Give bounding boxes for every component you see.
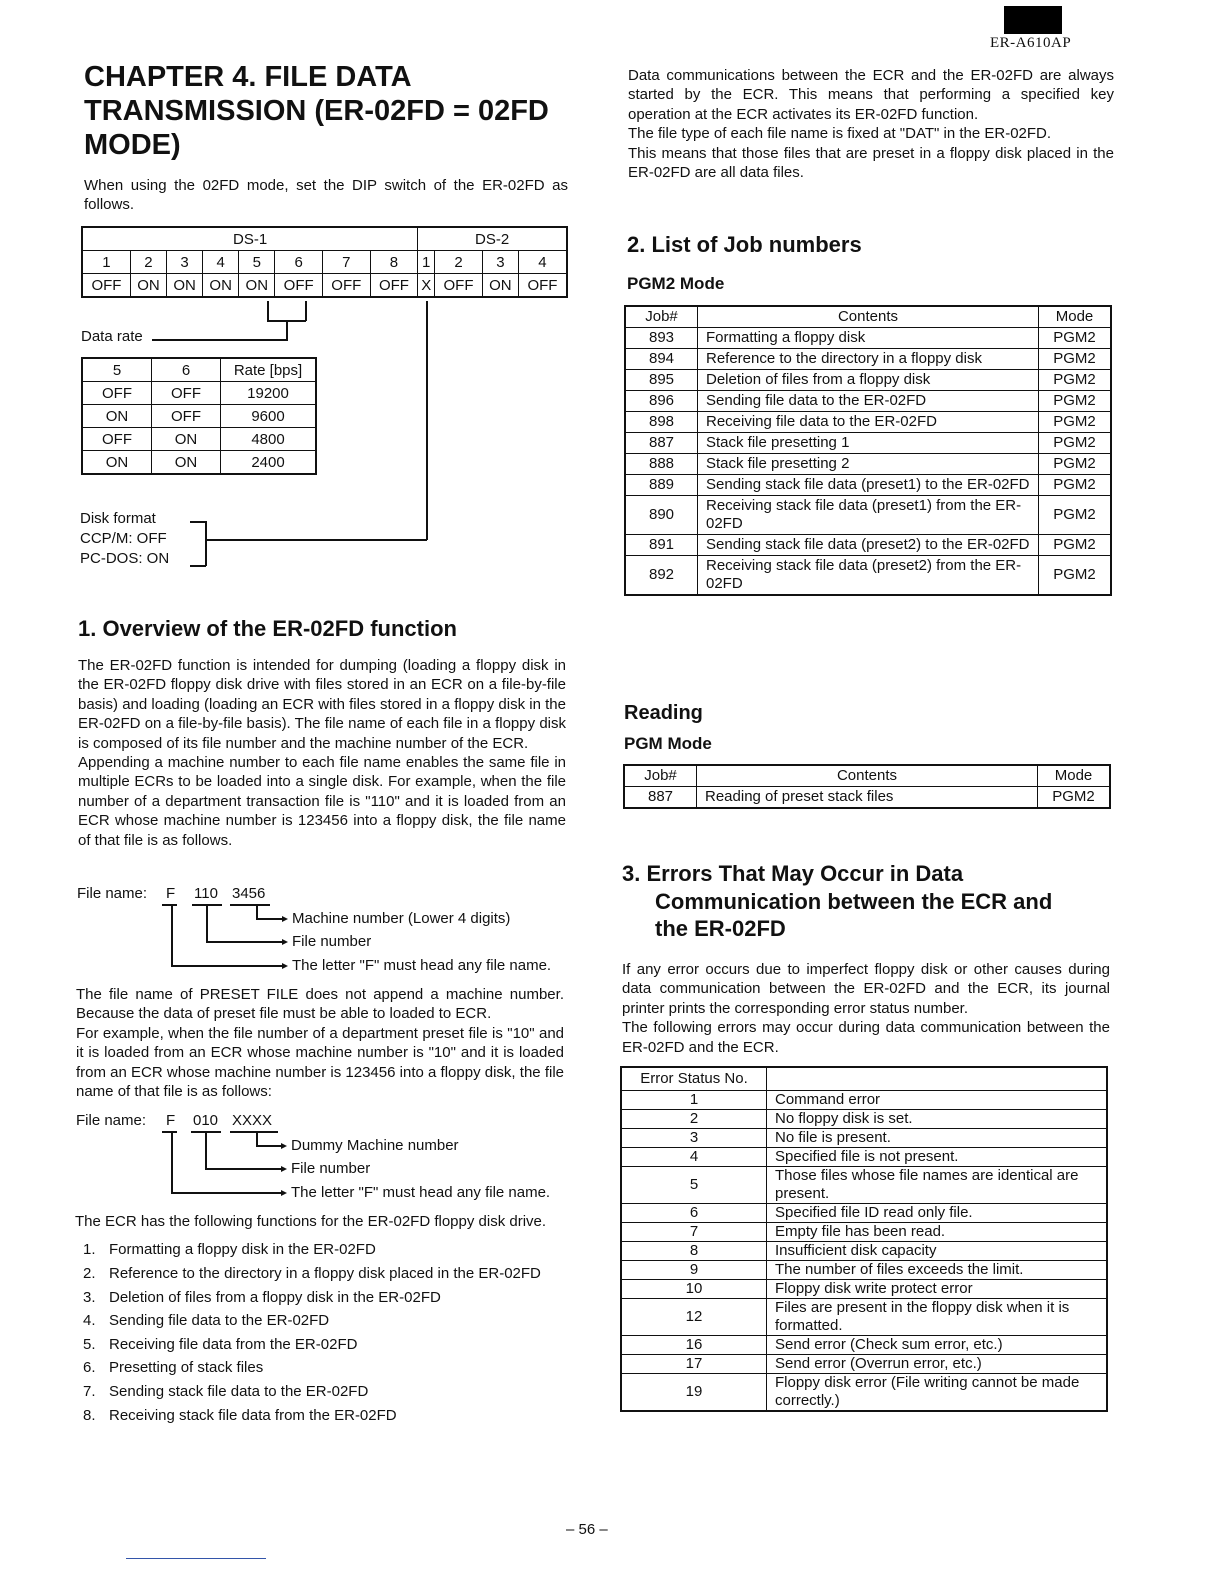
connector-line (171, 1192, 284, 1194)
table-row: 888 Stack file presetting 2 PGM2 (625, 454, 1111, 475)
connector-line (205, 1132, 207, 1169)
underline (230, 1131, 278, 1133)
underline (162, 1131, 177, 1133)
dip-cell: OFF (275, 274, 323, 298)
annotation-file-number: File number (281, 1160, 370, 1177)
rate-row (82, 405, 316, 428)
rate-cell: OFF (152, 382, 221, 405)
data-rate-table (81, 357, 317, 475)
header-cell (767, 1067, 1108, 1091)
chapter-title-line3: MODE) (84, 129, 181, 161)
table-row: 887 Stack file presetting 1 PGM2 (625, 433, 1111, 454)
annotation-machine-number: Machine number (Lower 4 digits) (282, 910, 510, 927)
dip-cell: 5 (239, 251, 275, 274)
table-row: 10 Floppy disk write protect error (621, 1280, 1107, 1299)
dip-cell: OFF (370, 274, 418, 298)
connector-line (205, 539, 427, 541)
pgm-mode-title: PGM Mode (624, 734, 712, 753)
connector-line (267, 301, 269, 321)
underline (162, 904, 177, 906)
disk-format-label: Disk format (80, 510, 156, 527)
dip-cell: ON (239, 274, 275, 298)
header-cell: Error Status No. (621, 1067, 767, 1091)
connector-line (256, 1145, 284, 1147)
dip-cell: X (418, 274, 435, 298)
functions-list (75, 1240, 563, 1424)
table-row: 16 Send error (Check sum error, etc.) (621, 1336, 1107, 1355)
overview-title: 1. Overview of the ER-02FD function (78, 616, 457, 641)
errors-paragraph-2: The following errors may occur during data communication between the ER-02FD and the ECR. (622, 1019, 1110, 1056)
disk-format-pcdos: PC-DOS: ON (80, 550, 170, 567)
right-paragraph-1: Data communications between the ECR and the ER-02FD are always started by the ECR. This means that performing a specified key operation at the ECR activates its ER-02FD function. (628, 67, 1114, 123)
disk-format-ccpm: CCP/M: OFF (80, 530, 167, 547)
table-row: 898 Receiving file data to the ER-02FD PGM2 (625, 412, 1111, 433)
errors-title (622, 860, 1052, 943)
dip-cell: OFF (435, 274, 483, 298)
overview-paragraph-2: Appending a machine number to each file name enables the same file in multiple ECRs to be loaded into a single disk. For example, when the file number of a department transaction file is "110" and it is loaded from an ECR whose machine number is 123456 into a floppy disk, the file name of that file is as follows. (78, 754, 566, 849)
connector-line (190, 565, 206, 567)
data-rate-label: Data rate (81, 328, 143, 345)
model-number: ER-A610AP (990, 35, 1072, 51)
dip-cell: 3 (482, 251, 518, 274)
table-row: 890 Receiving stack file data (preset1) from the ER-02FD PGM2 (625, 496, 1111, 535)
table-row: 891 Sending stack file data (preset2) to the ER-02FD PGM2 (625, 535, 1111, 556)
rate-header: 6 (152, 358, 221, 382)
header-black-box (1004, 6, 1062, 34)
rate-header: Rate [bps] (221, 358, 317, 382)
list-item: 1. Formatting a floppy disk in the ER-02FD (83, 1241, 376, 1259)
rate-cell: 9600 (221, 405, 317, 428)
functions-section (75, 1212, 563, 1429)
rate-row (82, 451, 316, 475)
rate-cell: OFF (82, 428, 152, 451)
header-cell: Mode (1039, 306, 1112, 328)
table-row: 896 Sending file data to the ER-02FD PGM2 (625, 391, 1111, 412)
error-status-table (620, 1066, 1108, 1412)
chapter-title (84, 60, 568, 162)
chapter-title-line2: TRANSMISSION (ER-02FD = 02FD (84, 95, 549, 127)
dip-switch-table (81, 226, 568, 298)
reading-title: Reading (624, 702, 703, 724)
overview-paragraph-3: The file name of PRESET FILE does not append a machine number. Because the data of preset file must be able to loaded to ECR. (76, 986, 564, 1023)
connector-line (171, 965, 284, 967)
file-name-machine: XXXX (232, 1112, 273, 1129)
reading-table (623, 764, 1111, 809)
annotation-file-number: File number (282, 933, 371, 950)
connector-line (286, 320, 288, 340)
jobs-title: 2. List of Job numbers (627, 232, 862, 257)
dip-cell: OFF (518, 274, 567, 298)
right-paragraph-3: This means that those files that are preset in a floppy disk placed in the ER-02FD are all data files. (628, 144, 1114, 182)
rate-cell: OFF (82, 382, 152, 405)
dip-ds1-header: DS-1 (82, 227, 418, 251)
connector-line (256, 1132, 258, 1146)
pgm2-mode-title: PGM2 Mode (627, 274, 725, 293)
connector-line (206, 941, 284, 943)
dip-cell: ON (130, 274, 166, 298)
file-name-machine: 3456 (232, 885, 266, 902)
left-column (76, 60, 568, 215)
list-item: 2. Reference to the directory in a floppy disk placed in the ER-02FD (83, 1265, 541, 1282)
dip-cell: 7 (322, 251, 370, 274)
connector-line (152, 339, 288, 341)
annotation-letter-f: The letter "F" must head any file name. (281, 1184, 550, 1201)
table-row: 1 Command error (621, 1091, 1107, 1110)
list-item: 8. Receiving stack file data from the ER-02FD (83, 1406, 397, 1424)
file-name-letter: F (166, 885, 176, 902)
dip-cell: 8 (370, 251, 418, 274)
dip-cell: 2 (130, 251, 166, 274)
rate-cell: OFF (152, 405, 221, 428)
table-row: 8 Insufficient disk capacity (621, 1242, 1107, 1261)
dip-cell: OFF (322, 274, 370, 298)
connector-line (205, 1168, 284, 1170)
table-row: 892 Receiving stack file data (preset2) from the ER-02FD PGM2 (625, 556, 1111, 596)
rate-cell: ON (82, 405, 152, 428)
table-row: 894 Reference to the directory in a floppy disk PGM2 (625, 349, 1111, 370)
rate-row (82, 382, 316, 405)
connector-line (305, 301, 307, 321)
dip-cell: 4 (203, 251, 239, 274)
list-item: 3. Deletion of files from a floppy disk in the ER-02FD (83, 1288, 441, 1306)
dip-cell: 4 (518, 251, 567, 274)
header-cell: Job# (625, 306, 698, 328)
list-item: 7. Sending stack file data to the ER-02FD (83, 1382, 369, 1400)
file-name-number: 010 (193, 1112, 219, 1129)
job-table (624, 305, 1112, 596)
header-cell: Job# (624, 765, 697, 787)
footer-line (126, 1558, 266, 1559)
table-row: 7 Empty file has been read. (621, 1223, 1107, 1242)
dip-cell: ON (167, 274, 203, 298)
overview-paragraph-5: The ECR has the following functions for the ER-02FD floppy disk drive. (75, 1213, 547, 1230)
dip-cell: 6 (275, 251, 323, 274)
dip-cell: 1 (418, 251, 435, 274)
table-row: 9 The number of files exceeds the limit. (621, 1261, 1107, 1280)
errors-intro (622, 960, 1110, 1057)
connector-line (171, 905, 173, 966)
table-row: 4 Specified file is not present. (621, 1148, 1107, 1167)
file-name-label: File name: (77, 885, 148, 902)
table-row: 3 No file is present. (621, 1129, 1107, 1148)
annotation-letter-f: The letter "F" must head any file name. (282, 957, 551, 974)
table-row: 19 Floppy disk error (File writing cannot be made correctly.) (621, 1374, 1107, 1412)
table-row: 5 Those files whose file names are identical are present. (621, 1167, 1107, 1204)
errors-title-line1: 3. Errors That May Occur in Data (622, 861, 964, 886)
table-row: 17 Send error (Overrun error, etc.) (621, 1355, 1107, 1374)
rate-header: 5 (82, 358, 152, 382)
page-number: – 56 – (566, 1521, 608, 1538)
connector-line (171, 1132, 173, 1193)
header-cell: Mode (1038, 765, 1111, 787)
dip-value-row (82, 274, 567, 298)
underline (230, 904, 270, 906)
connector-line (205, 521, 207, 566)
errors-title-line3: the ER-02FD (655, 916, 786, 941)
list-item: 4. Sending file data to the ER-02FD (83, 1312, 330, 1330)
overview-paragraph-1: The ER-02FD function is intended for dumping (loading a floppy disk in the ER-02FD floppy disk drive with files stored in an ECR on a file-by-file basis) and loading (loading an ECR with files stored in a floppy disk in the ER-02FD on a file-by-file basis). The file name of each file in a floppy disk is composed of its file number and the machine number of the ECR. (78, 657, 566, 752)
table-row: 2 No floppy disk is set. (621, 1110, 1107, 1129)
connector-line (426, 301, 428, 540)
table-header-row (621, 1067, 1107, 1091)
file-name-number: 110 (194, 885, 218, 902)
errors-paragraph-1: If any error occurs due to imperfect floppy disk or other causes during data communication between the ER-02FD and the ECR, its journal printer prints the corresponding error status number. (622, 961, 1110, 1017)
annotation-dummy-machine: Dummy Machine number (281, 1137, 459, 1154)
overview-section (78, 616, 566, 850)
table-header-row (624, 765, 1110, 787)
rate-row (82, 428, 316, 451)
table-row: 895 Deletion of files from a floppy disk PGM2 (625, 370, 1111, 391)
right-paragraph-2: The file type of each file name is fixed at "DAT" in the ER-02FD. (628, 125, 1052, 143)
dip-cell: 3 (167, 251, 203, 274)
list-item: 5. Receiving file data from the ER-02FD (83, 1335, 358, 1353)
overview-paragraph-4: For example, when the file number of a department preset file is "10" and it is loaded from an ECR whose machine number is "10" and it is loaded from an ECR whose machine number is 123456 into a floppy disk, the file name of that file is as follows: (76, 1024, 564, 1101)
table-row: 6 Specified file ID read only file. (621, 1204, 1107, 1223)
dip-cell: ON (203, 274, 239, 298)
connector-line (256, 905, 258, 919)
rate-cell: ON (82, 451, 152, 475)
rate-cell: ON (152, 428, 221, 451)
dip-cell: 2 (435, 251, 483, 274)
preset-file-text (76, 985, 564, 1101)
table-header-row (625, 306, 1111, 328)
table-row: 893 Formatting a floppy disk PGM2 (625, 328, 1111, 349)
table-row: 889 Sending stack file data (preset1) to the ER-02FD PGM2 (625, 475, 1111, 496)
chapter-intro: When using the 02FD mode, set the DIP switch of the ER-02FD as follows. (84, 177, 568, 214)
table-row: 12 Files are present in the floppy disk when it is formatted. (621, 1299, 1107, 1336)
header-cell: Contents (698, 306, 1039, 328)
rate-cell: ON (152, 451, 221, 475)
rate-cell: 4800 (221, 428, 317, 451)
dip-cell: ON (482, 274, 518, 298)
connector-line (256, 918, 284, 920)
connector-line (190, 521, 206, 523)
connector-line (206, 905, 208, 942)
dip-ds2-header: DS-2 (418, 227, 567, 251)
chapter-title-line1: CHAPTER 4. FILE DATA (84, 61, 412, 93)
disk-format-legend (80, 509, 169, 569)
errors-title-line2: Communication between the ECR and (655, 888, 1053, 914)
list-item: 6. Presetting of stack files (83, 1359, 264, 1377)
dip-cell: OFF (82, 274, 130, 298)
dip-number-row (82, 251, 567, 274)
dip-cell: 1 (82, 251, 130, 274)
header-cell: Contents (697, 765, 1038, 787)
file-name-label-2: File name: (76, 1112, 147, 1129)
file-name-diagram-1 (77, 885, 147, 902)
rate-cell: 2400 (221, 451, 317, 475)
table-row: 887 Reading of preset stack files PGM2 (624, 787, 1110, 809)
file-name-letter: F (166, 1112, 176, 1129)
right-intro (628, 66, 1114, 182)
rate-cell: 19200 (221, 382, 317, 405)
